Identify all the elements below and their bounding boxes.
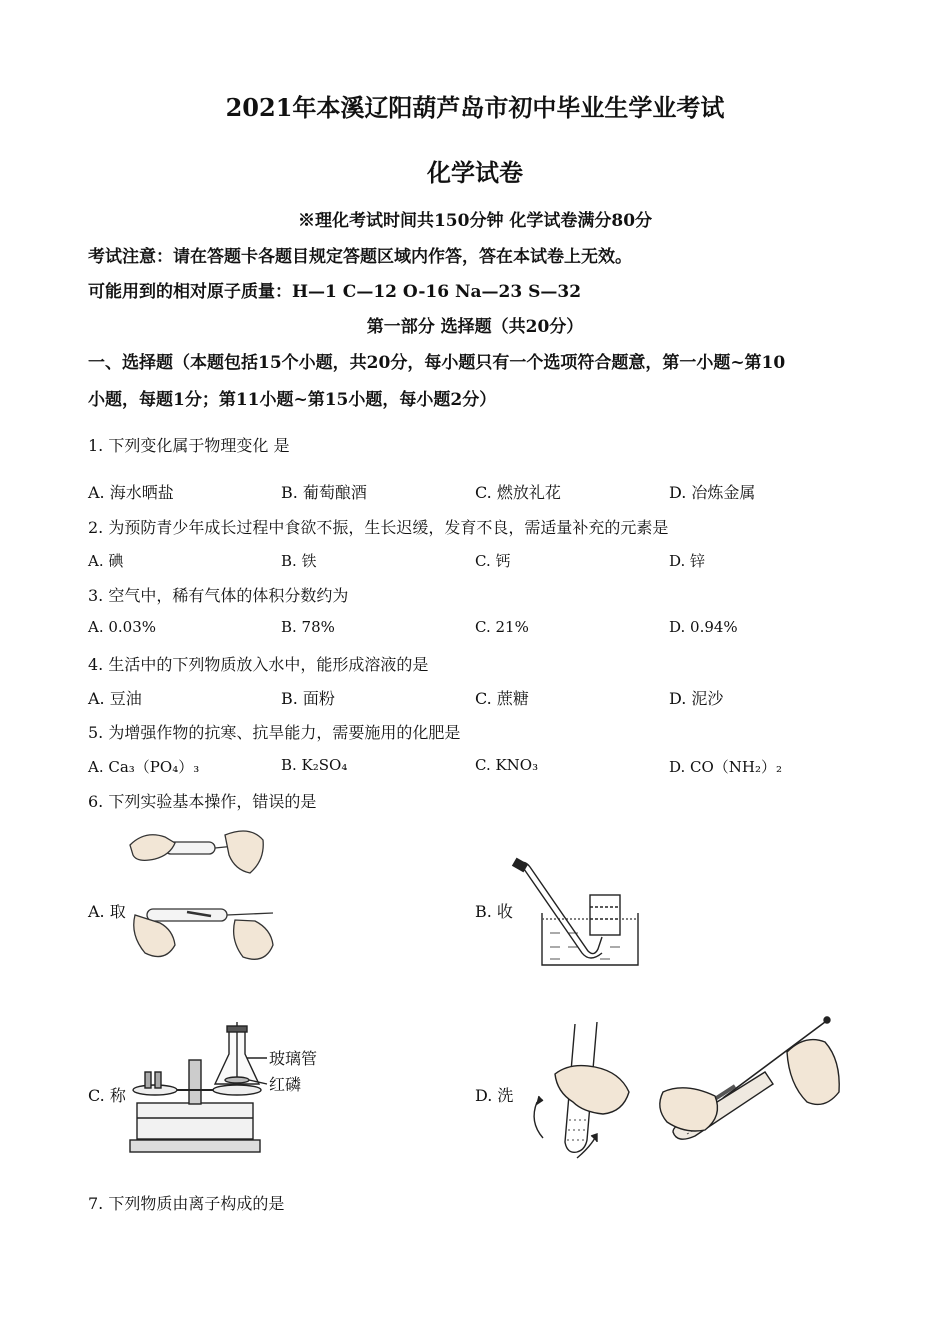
q4-option-c: C. 蔗糖 bbox=[475, 689, 529, 708]
q2-option-a: A. 碘 bbox=[88, 552, 124, 570]
q1-option-c: C. 燃放礼花 bbox=[475, 483, 561, 502]
q6-option-b: B. 收 bbox=[475, 902, 513, 921]
question-5-stem: 5. 为增强作物的抗寒、抗旱能力，需要施用的化肥是 bbox=[88, 723, 461, 742]
part1-instruction-1: 一、选择题（本题包括15个小题，共20分，每小题只有一个选项符合题意，第一小题~第10 bbox=[88, 353, 786, 373]
exam-title: 2021年本溪辽阳葫芦岛市初中毕业生学业考试 bbox=[225, 93, 725, 122]
q2-option-b: B. 铁 bbox=[281, 552, 317, 570]
q4-option-b: B. 面粉 bbox=[281, 689, 335, 708]
question-7-stem: 7. 下列物质由离子构成的是 bbox=[88, 1194, 285, 1213]
figure-b-gas-collection bbox=[510, 855, 645, 970]
q6-option-c: C. 称 bbox=[88, 1086, 126, 1105]
q1-option-d: D. 冶炼金属 bbox=[669, 483, 756, 502]
exam-notice: 考试注意：请在答题卡各题目规定答题区域内作答，答在本试卷上无效。 bbox=[88, 247, 632, 267]
part1-instruction-2: 小题，每题1分；第11小题~第15小题，每小题2分） bbox=[88, 390, 497, 410]
paper-subtitle: 化学试卷 bbox=[427, 158, 523, 187]
red-phosphorus-label: 红磷 bbox=[269, 1075, 302, 1094]
q6-option-d: D. 洗 bbox=[475, 1086, 514, 1105]
q5-option-c: C. KNO₃ bbox=[475, 756, 539, 774]
question-4-stem: 4. 生活中的下列物质放入水中，能形成溶液的是 bbox=[88, 655, 429, 674]
q5-option-b: B. K₂SO₄ bbox=[281, 756, 348, 774]
figure-d-washing bbox=[525, 1012, 850, 1162]
q3-option-c: C. 21% bbox=[475, 618, 529, 636]
glass-tube-label: 玻璃管 bbox=[269, 1049, 318, 1068]
q4-option-d: D. 泥沙 bbox=[669, 689, 724, 708]
q6-option-a: A. 取 bbox=[88, 902, 126, 921]
q3-option-b: B. 78% bbox=[281, 618, 335, 636]
q2-option-d: D. 锌 bbox=[669, 552, 706, 570]
q3-option-a: A. 0.03% bbox=[88, 618, 157, 636]
atomic-mass-line: 可能用到的相对原子质量：H—1 C—12 O-16 Na—23 S—32 bbox=[88, 282, 582, 302]
time-note: ※理化考试时间共150分钟 化学试卷满分80分 bbox=[297, 211, 653, 231]
figure-c-balance bbox=[125, 1018, 370, 1158]
q5-option-a: A. Ca₃（PO₄）₃ bbox=[88, 758, 200, 776]
question-6-stem: 6. 下列实验基本操作，错误的是 bbox=[88, 792, 317, 811]
question-2-stem: 2. 为预防青少年成长过程中食欲不振，生长迟缓，发育不良，需适量补充的元素是 bbox=[88, 518, 669, 537]
q3-option-d: D. 0.94% bbox=[669, 618, 738, 636]
part1-heading: 第一部分 选择题（共20分） bbox=[366, 317, 584, 337]
q1-option-b: B. 葡萄酿酒 bbox=[281, 483, 367, 502]
question-1-stem: 1. 下列变化属于物理变化 是 bbox=[88, 436, 290, 455]
question-3-stem: 3. 空气中，稀有气体的体积分数约为 bbox=[88, 586, 349, 605]
q2-option-c: C. 钙 bbox=[475, 552, 511, 570]
q1-option-a: A. 海水晒盐 bbox=[88, 483, 174, 502]
q4-option-a: A. 豆油 bbox=[88, 689, 142, 708]
q5-option-d: D. CO（NH₂）₂ bbox=[669, 758, 783, 776]
figure-a-test-tube bbox=[125, 825, 280, 965]
